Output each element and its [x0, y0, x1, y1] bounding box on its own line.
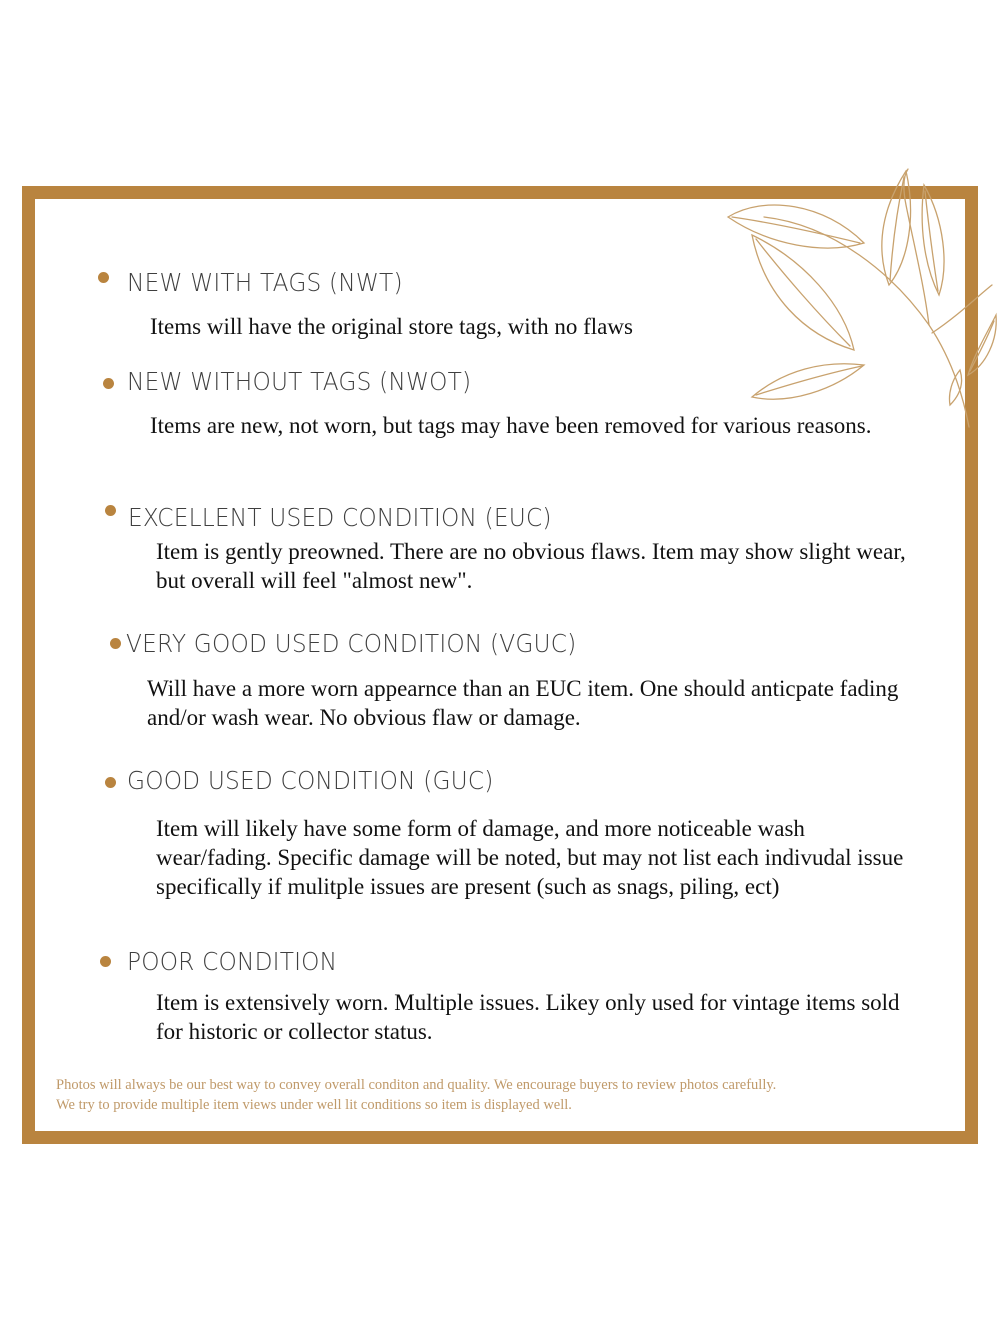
condition-heading: NEW WITHOUT TAGS (NWOT) [127, 367, 472, 396]
dot-bullet-icon [105, 777, 116, 788]
dot-bullet-icon [110, 638, 121, 649]
leaf-branch-icon [724, 165, 1000, 435]
condition-heading: EXCELLENT USED CONDITION (EUC) [128, 503, 552, 532]
dot-bullet-icon [100, 956, 111, 967]
condition-heading: POOR CONDITION [127, 947, 338, 976]
condition-heading: VERY GOOD USED CONDITION (VGUC) [126, 629, 577, 658]
dot-bullet-icon [105, 505, 116, 516]
footer-note [56, 1075, 936, 1115]
footer-line-1: Photos will always be our best way to convey overall conditon and quality. We encourage buyers to review photos carefully. [56, 1077, 777, 1093]
condition-description: Will have a more worn appearnce than an EUC item. One should anticpate fading and/or wash wear. No obvious flaw or damage. [147, 676, 899, 730]
condition-description: Items will have the original store tags, with no flaws [150, 314, 633, 339]
dot-bullet-icon [103, 378, 114, 389]
condition-description: Item is extensively worn. Multiple issues. Likey only used for vintage items sold for historic or collector status. [156, 990, 900, 1044]
condition-description: Item is gently preowned. There are no obvious flaws. Item may show slight wear, but overall will feel "almost new". [156, 539, 906, 593]
condition-heading: NEW WITH TAGS (NWT) [127, 268, 403, 297]
condition-heading: GOOD USED CONDITION (GUC) [127, 766, 494, 795]
condition-description: Item will likely have some form of damage, and more noticeable wash wear/fading. Specific damage will be noted, but may not list each indivudal issue specifically if mulitple issues are present (such as snags, piling, ect) [156, 816, 904, 899]
footer-line-2: We try to provide multiple item views under well lit conditions so item is displayed well. [56, 1097, 572, 1113]
dot-bullet-icon [98, 272, 109, 283]
condition-description: Items are new, not worn, but tags may have been removed for various reasons. [150, 413, 872, 438]
